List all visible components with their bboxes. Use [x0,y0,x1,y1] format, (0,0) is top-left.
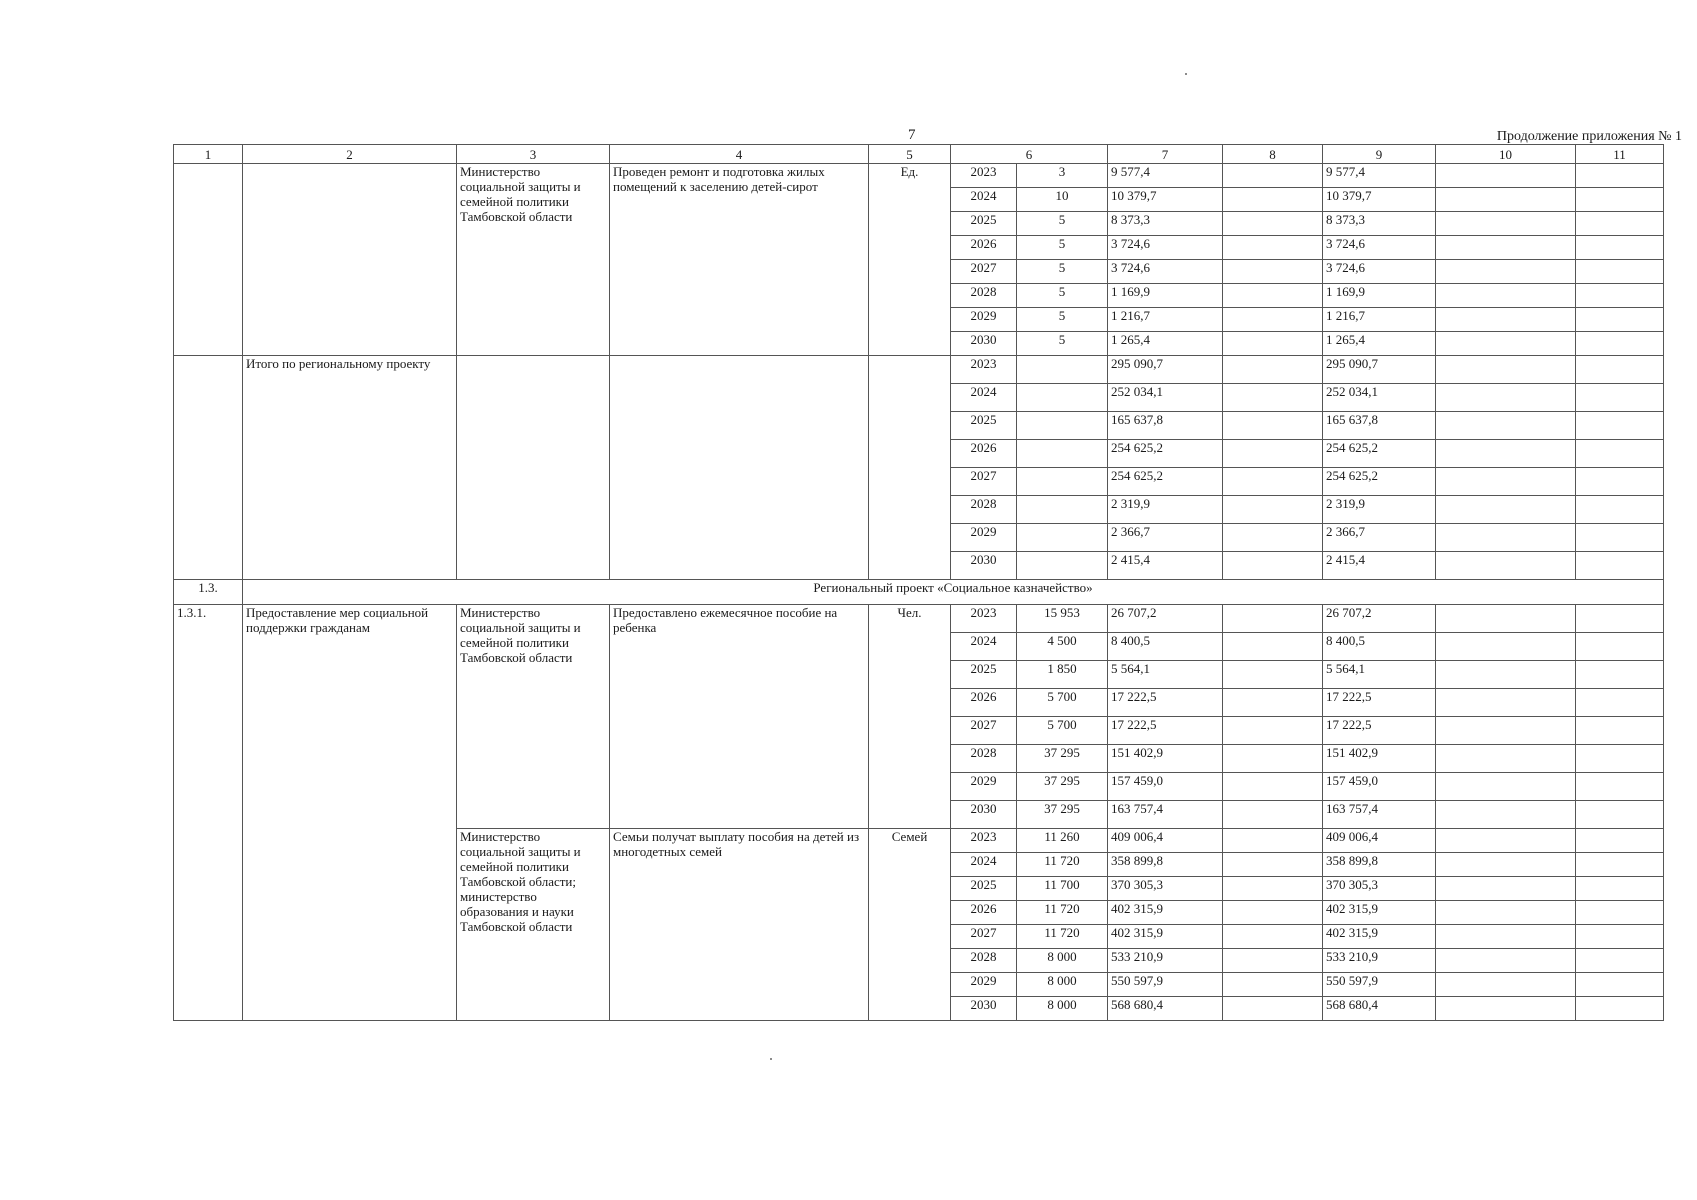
amount-cell [1436,308,1576,332]
amount-cell [1576,412,1664,440]
amount-cell [1223,773,1323,801]
amount-cell [1223,236,1323,260]
amount-cell: 402 315,9 [1323,925,1436,949]
amount-cell: 370 305,3 [1323,877,1436,901]
year-cell: 2028 [951,284,1017,308]
amount-cell: 2 366,7 [1108,524,1223,552]
year-cell: 2024 [951,188,1017,212]
amount-cell [1223,188,1323,212]
amount-cell [1436,801,1576,829]
amount-cell [1436,212,1576,236]
amount-cell [1436,188,1576,212]
unit-cell: Чел. [869,605,951,829]
quantity-cell [1017,412,1108,440]
year-cell: 2023 [951,164,1017,188]
amount-cell [1223,853,1323,877]
quantity-cell: 8 000 [1017,997,1108,1021]
quantity-cell: 11 720 [1017,925,1108,949]
column-header: 9 [1323,145,1436,164]
amount-cell: 254 625,2 [1323,468,1436,496]
amount-cell: 254 625,2 [1323,440,1436,468]
year-cell: 2028 [951,745,1017,773]
amount-cell: 8 373,3 [1108,212,1223,236]
quantity-cell: 1 850 [1017,661,1108,689]
amount-cell: 151 402,9 [1323,745,1436,773]
amount-cell [1436,901,1576,925]
amount-cell [1436,524,1576,552]
year-cell: 2023 [951,829,1017,853]
amount-cell [1576,997,1664,1021]
year-cell: 2025 [951,877,1017,901]
amount-cell [1576,468,1664,496]
year-cell: 2024 [951,384,1017,412]
amount-cell: 1 169,9 [1108,284,1223,308]
year-cell: 2024 [951,633,1017,661]
amount-cell: 26 707,2 [1108,605,1223,633]
page-number: 7 [908,127,916,143]
amount-cell [1223,997,1323,1021]
amount-cell: 358 899,8 [1323,853,1436,877]
quantity-cell [1017,496,1108,524]
amount-cell [1436,661,1576,689]
amount-cell [1576,661,1664,689]
amount-cell: 17 222,5 [1108,717,1223,745]
item-number-cell [174,164,243,356]
amount-cell [1436,877,1576,901]
amount-cell [1436,689,1576,717]
amount-cell [1223,973,1323,997]
column-header: 6 [951,145,1108,164]
amount-cell [1436,332,1576,356]
result-cell: Предоставлено ежемесячное пособие на ребенка [610,605,869,829]
amount-cell [1436,468,1576,496]
column-header: 3 [457,145,610,164]
amount-cell [1223,801,1323,829]
quantity-cell: 5 [1017,260,1108,284]
amount-cell [1576,440,1664,468]
column-header: 7 [1108,145,1223,164]
year-cell: 2026 [951,901,1017,925]
amount-cell [1576,801,1664,829]
column-header: 8 [1223,145,1323,164]
column-number-row [174,145,1664,164]
amount-cell: 1 265,4 [1108,332,1223,356]
result-cell: Проведен ремонт и подготовка жилых помещений к заселению детей-сирот [610,164,869,356]
amount-cell: 17 222,5 [1323,717,1436,745]
continuation-note: Продолжение приложения № 1 [1496,129,1682,144]
amount-cell: 163 757,4 [1108,801,1223,829]
quantity-cell [1017,468,1108,496]
amount-cell [1436,552,1576,580]
amount-cell: 9 577,4 [1108,164,1223,188]
amount-cell [1576,284,1664,308]
item-number-cell: 1.3.1. [174,605,243,1021]
amount-cell: 10 379,7 [1108,188,1223,212]
amount-cell [1223,356,1323,384]
amount-cell [1576,901,1664,925]
amount-cell [1223,332,1323,356]
amount-cell [1436,853,1576,877]
amount-cell: 157 459,0 [1323,773,1436,801]
amount-cell: 8 400,5 [1108,633,1223,661]
year-cell: 2029 [951,773,1017,801]
amount-cell [1436,496,1576,524]
amount-cell [1576,356,1664,384]
year-cell: 2028 [951,496,1017,524]
column-header: 4 [610,145,869,164]
year-cell: 2029 [951,524,1017,552]
amount-cell [1576,717,1664,745]
amount-cell [1436,440,1576,468]
scan-speck [1185,73,1187,75]
amount-cell: 568 680,4 [1108,997,1223,1021]
quantity-cell: 11 720 [1017,853,1108,877]
amount-cell [1436,633,1576,661]
item-name-cell [243,164,457,356]
item-number-cell [174,356,243,580]
amount-cell [1223,925,1323,949]
amount-cell [1223,633,1323,661]
amount-cell: 163 757,4 [1323,801,1436,829]
amount-cell: 26 707,2 [1323,605,1436,633]
scan-speck [770,1058,772,1060]
amount-cell: 165 637,8 [1108,412,1223,440]
unit-cell: Семей [869,829,951,1021]
amount-cell: 2 366,7 [1323,524,1436,552]
amount-cell [1576,925,1664,949]
year-cell: 2027 [951,468,1017,496]
amount-cell [1436,949,1576,973]
amount-cell [1436,164,1576,188]
amount-cell: 1 265,4 [1323,332,1436,356]
amount-cell: 5 564,1 [1323,661,1436,689]
year-cell: 2025 [951,212,1017,236]
quantity-cell: 8 000 [1017,949,1108,973]
amount-cell: 358 899,8 [1108,853,1223,877]
amount-cell [1576,605,1664,633]
amount-cell: 550 597,9 [1108,973,1223,997]
year-cell: 2027 [951,260,1017,284]
amount-cell: 1 169,9 [1323,284,1436,308]
quantity-cell: 5 [1017,308,1108,332]
amount-cell: 295 090,7 [1108,356,1223,384]
amount-cell: 8 373,3 [1323,212,1436,236]
amount-cell [1576,877,1664,901]
amount-cell: 370 305,3 [1108,877,1223,901]
quantity-cell: 5 [1017,332,1108,356]
amount-cell [1436,260,1576,284]
unit-cell [869,356,951,580]
amount-cell [1436,605,1576,633]
quantity-cell: 10 [1017,188,1108,212]
quantity-cell: 3 [1017,164,1108,188]
amount-cell: 165 637,8 [1323,412,1436,440]
year-cell: 2026 [951,689,1017,717]
amount-cell: 17 222,5 [1108,689,1223,717]
amount-cell [1223,496,1323,524]
quantity-cell: 11 720 [1017,901,1108,925]
executor-cell: Министерство социальной защиты и семейной политики Тамбовской области [457,164,610,356]
amount-cell [1223,605,1323,633]
amount-cell [1436,829,1576,853]
year-cell: 2026 [951,236,1017,260]
amount-cell [1576,949,1664,973]
quantity-cell [1017,552,1108,580]
amount-cell [1223,877,1323,901]
amount-cell [1576,496,1664,524]
year-cell: 2029 [951,973,1017,997]
quantity-cell: 37 295 [1017,801,1108,829]
amount-cell [1223,164,1323,188]
amount-cell: 3 724,6 [1323,236,1436,260]
amount-cell: 17 222,5 [1323,689,1436,717]
amount-cell [1436,773,1576,801]
amount-cell: 254 625,2 [1108,468,1223,496]
quantity-cell: 5 700 [1017,717,1108,745]
amount-cell [1223,468,1323,496]
quantity-cell: 5 [1017,236,1108,260]
amount-cell: 402 315,9 [1323,901,1436,925]
section-row [174,580,1664,605]
amount-cell: 9 577,4 [1323,164,1436,188]
amount-cell [1576,829,1664,853]
year-cell: 2027 [951,925,1017,949]
quantity-cell [1017,384,1108,412]
amount-cell: 568 680,4 [1323,997,1436,1021]
quantity-cell: 8 000 [1017,973,1108,997]
year-cell: 2030 [951,552,1017,580]
amount-cell [1576,689,1664,717]
amount-cell: 3 724,6 [1323,260,1436,284]
amount-cell [1436,412,1576,440]
amount-cell [1436,236,1576,260]
amount-cell [1576,236,1664,260]
amount-cell: 157 459,0 [1108,773,1223,801]
quantity-cell: 5 [1017,212,1108,236]
quantity-cell: 11 260 [1017,829,1108,853]
amount-cell [1223,212,1323,236]
amount-cell [1436,745,1576,773]
executor-cell [457,356,610,580]
quantity-cell: 37 295 [1017,773,1108,801]
amount-cell: 3 724,6 [1108,260,1223,284]
amount-cell [1576,853,1664,877]
amount-cell [1576,524,1664,552]
amount-cell: 10 379,7 [1323,188,1436,212]
amount-cell [1223,901,1323,925]
amount-cell: 5 564,1 [1108,661,1223,689]
quantity-cell: 5 700 [1017,689,1108,717]
amount-cell [1436,925,1576,949]
table-row [174,605,1664,633]
year-cell: 2023 [951,605,1017,633]
amount-cell [1576,745,1664,773]
amount-cell [1576,773,1664,801]
year-cell: 2028 [951,949,1017,973]
year-cell: 2025 [951,412,1017,440]
year-cell: 2024 [951,853,1017,877]
amount-cell [1576,164,1664,188]
amount-cell [1576,260,1664,284]
amount-cell: 402 315,9 [1108,901,1223,925]
amount-cell [1223,552,1323,580]
column-header: 5 [869,145,951,164]
item-name-cell: Предоставление мер социальной поддержки гражданам [243,605,457,1021]
amount-cell [1576,552,1664,580]
amount-cell [1223,745,1323,773]
table-row [174,356,1664,384]
amount-cell [1576,973,1664,997]
amount-cell [1223,661,1323,689]
amount-cell [1223,524,1323,552]
amount-cell: 409 006,4 [1323,829,1436,853]
amount-cell: 254 625,2 [1108,440,1223,468]
quantity-cell [1017,356,1108,384]
executor-cell: Министерство социальной защиты и семейной политики Тамбовской области; министерство образования и науки Тамбовской области [457,829,610,1021]
result-cell: Семьи получат выплату пособия на детей из многодетных семей [610,829,869,1021]
amount-cell [1223,284,1323,308]
amount-cell [1223,717,1323,745]
amount-cell: 402 315,9 [1108,925,1223,949]
amount-cell: 151 402,9 [1108,745,1223,773]
item-name-cell: Итого по региональному проекту [243,356,457,580]
quantity-cell: 37 295 [1017,745,1108,773]
quantity-cell: 11 700 [1017,877,1108,901]
amount-cell: 8 400,5 [1323,633,1436,661]
amount-cell [1436,284,1576,308]
amount-cell: 533 210,9 [1108,949,1223,973]
year-cell: 2025 [951,661,1017,689]
amount-cell [1436,356,1576,384]
amount-cell [1223,384,1323,412]
amount-cell [1576,332,1664,356]
amount-cell: 3 724,6 [1108,236,1223,260]
amount-cell: 1 216,7 [1108,308,1223,332]
year-cell: 2030 [951,997,1017,1021]
amount-cell: 550 597,9 [1323,973,1436,997]
amount-cell: 2 415,4 [1108,552,1223,580]
amount-cell [1576,308,1664,332]
amount-cell [1223,440,1323,468]
amount-cell: 252 034,1 [1323,384,1436,412]
executor-cell: Министерство социальной защиты и семейной политики Тамбовской области [457,605,610,829]
table-row [174,164,1664,188]
amount-cell [1223,829,1323,853]
amount-cell [1223,689,1323,717]
amount-cell: 295 090,7 [1323,356,1436,384]
column-header: 10 [1436,145,1576,164]
amount-cell [1223,308,1323,332]
amount-cell [1436,384,1576,412]
amount-cell: 2 319,9 [1323,496,1436,524]
column-header: 11 [1576,145,1664,164]
amount-cell: 2 319,9 [1108,496,1223,524]
amount-cell: 2 415,4 [1323,552,1436,580]
quantity-cell: 15 953 [1017,605,1108,633]
result-cell [610,356,869,580]
amount-cell [1223,412,1323,440]
quantity-cell: 5 [1017,284,1108,308]
year-cell: 2030 [951,332,1017,356]
amount-cell [1576,212,1664,236]
year-cell: 2030 [951,801,1017,829]
amount-cell [1436,717,1576,745]
quantity-cell: 4 500 [1017,633,1108,661]
column-header: 2 [243,145,457,164]
quantity-cell [1017,440,1108,468]
year-cell: 2027 [951,717,1017,745]
column-header: 1 [174,145,243,164]
amount-cell [1436,973,1576,997]
amount-cell [1576,384,1664,412]
amount-cell: 409 006,4 [1108,829,1223,853]
year-cell: 2023 [951,356,1017,384]
section-title: Региональный проект «Социальное казначейство» [243,580,1664,605]
appendix-table [173,144,1664,1021]
section-number: 1.3. [174,580,243,605]
amount-cell [1223,949,1323,973]
amount-cell [1576,188,1664,212]
amount-cell: 533 210,9 [1323,949,1436,973]
amount-cell: 1 216,7 [1323,308,1436,332]
amount-cell [1223,260,1323,284]
year-cell: 2026 [951,440,1017,468]
year-cell: 2029 [951,308,1017,332]
amount-cell [1436,997,1576,1021]
amount-cell [1576,633,1664,661]
unit-cell: Ед. [869,164,951,356]
quantity-cell [1017,524,1108,552]
amount-cell: 252 034,1 [1108,384,1223,412]
